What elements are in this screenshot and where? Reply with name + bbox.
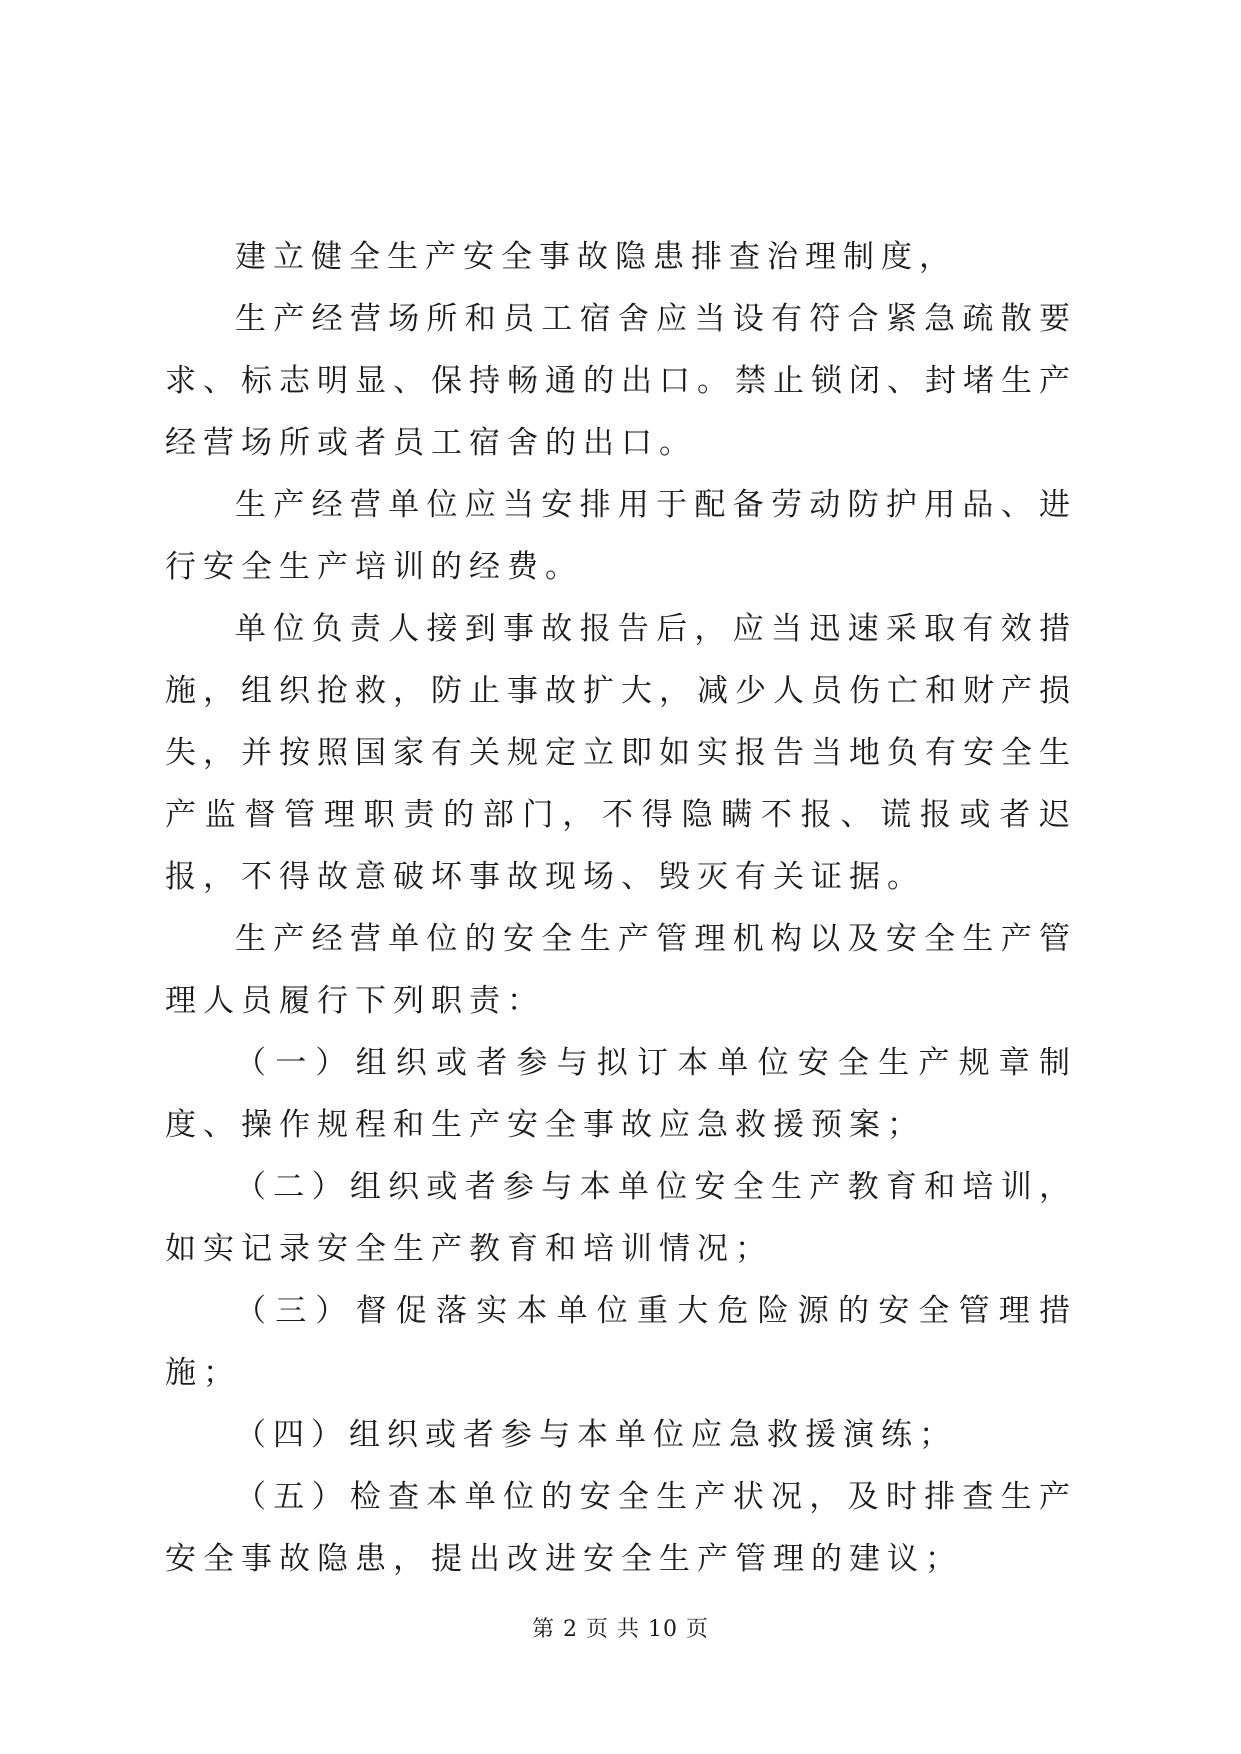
list-item-duty-4: （四）组织或者参与本单位应急救援演练；	[235, 1417, 957, 1453]
list-item-duty-3: （三）督促落实本单位重大危险源的安全管理措施；	[165, 1293, 1077, 1391]
document-body	[165, 226, 1077, 1590]
page-footer	[0, 1612, 1241, 1643]
list-item-duty-1: （一）组织或者参与拟订本单位安全生产规章制度、操作规程和生产安全事故应急救援预案；	[165, 1045, 1077, 1143]
list-item-duty-5: （五）检查本单位的安全生产状况，及时排查生产安全事故隐患，提出改进安全生产管理的建议；	[165, 1479, 1077, 1577]
paragraph-hazard-system: 建立健全生产安全事故隐患排查治理制度，	[235, 239, 957, 275]
list-item-duty-2: （二）组织或者参与本单位安全生产教育和培训，如实记录安全生产教育和培训情况；	[165, 1169, 1077, 1267]
page-number-indicator: 第 2 页 共 10 页	[532, 1617, 709, 1642]
paragraph-protective-funds: 生产经营单位应当安排用于配备劳动防护用品、进行安全生产培训的经费。	[165, 487, 1077, 585]
paragraph-accident-report: 单位负责人接到事故报告后，应当迅速采取有效措施，组织抢救，防止事故扩大，减少人员伤亡和财产损失，并按照国家有关规定立即如实报告当地负有安全生产监督管理职责的部门，不得隐瞒不报、谎报或者迟报，不得故意破坏事故现场、毁灭有关证据。	[165, 611, 1077, 895]
paragraph-exits: 生产经营场所和员工宿舍应当设有符合紧急疏散要求、标志明显、保持畅通的出口。禁止锁闭、封堵生产经营场所或者员工宿舍的出口。	[165, 301, 1077, 461]
paragraph-duties-intro: 生产经营单位的安全生产管理机构以及安全生产管理人员履行下列职责：	[165, 921, 1077, 1019]
